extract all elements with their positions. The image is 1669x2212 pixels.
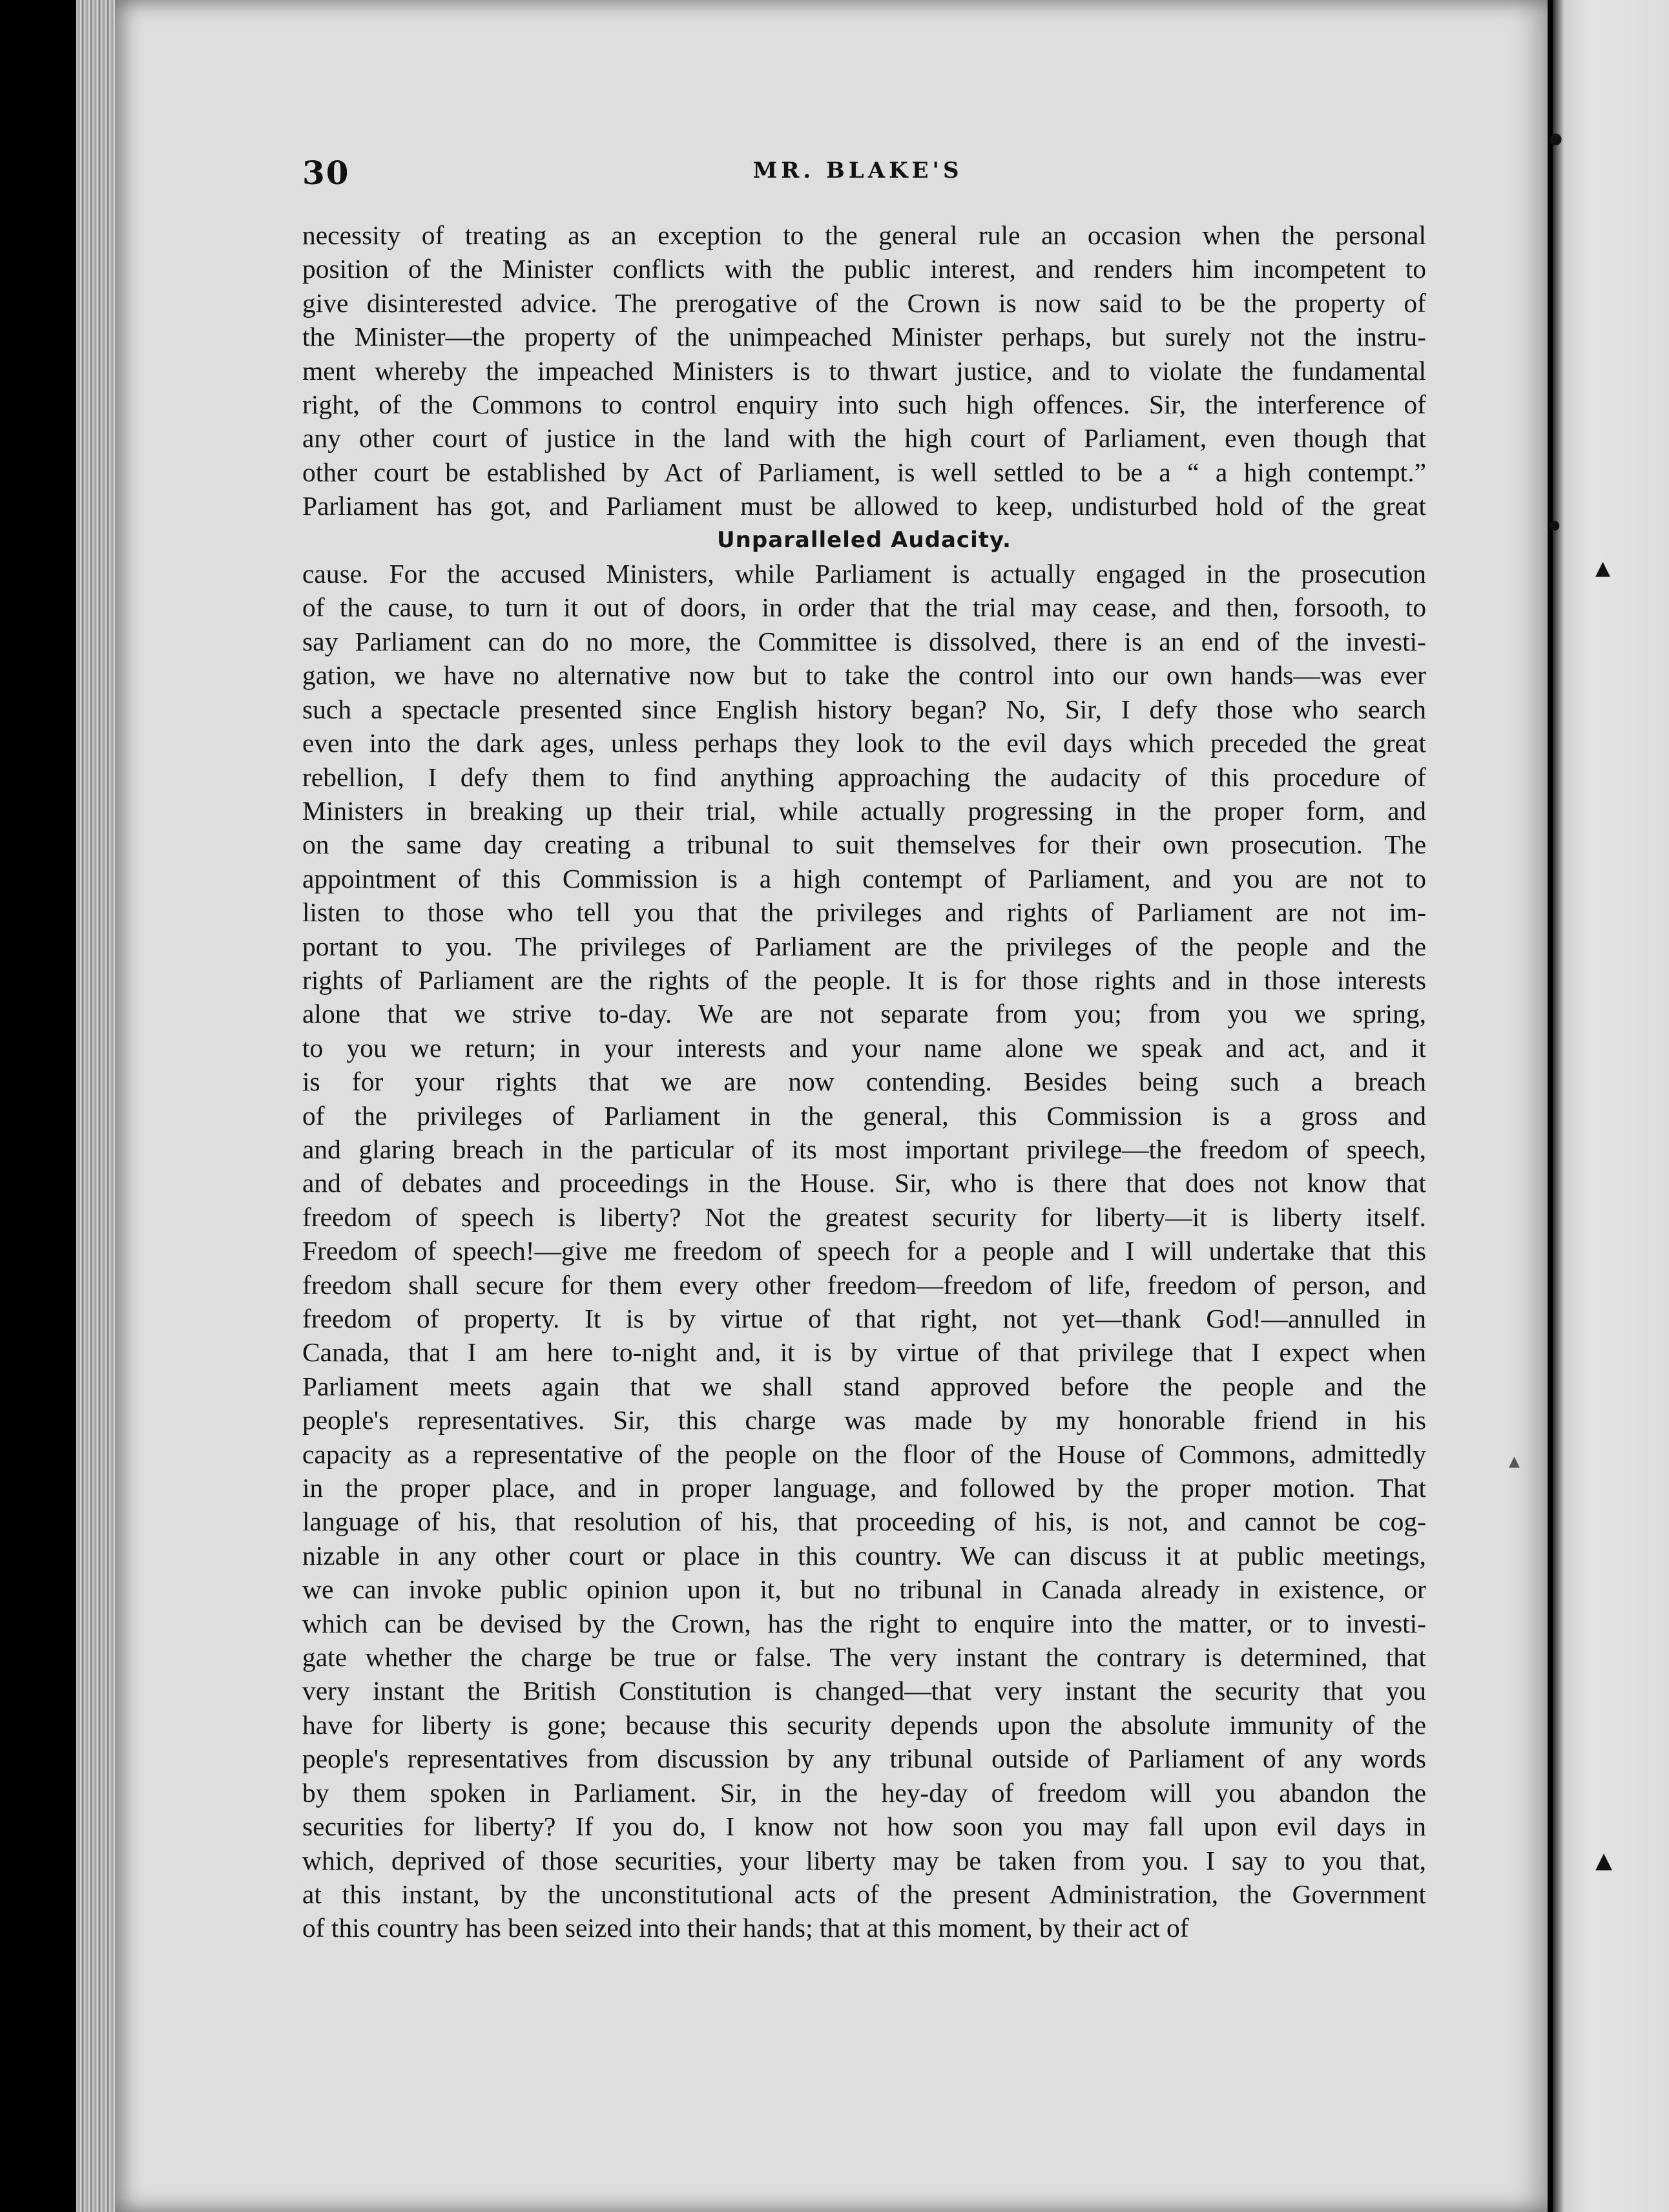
text-line: appointment of this Commission is a high contempt of Parliament, and you are not to bbox=[302, 863, 1426, 893]
text-line: freedom of speech is liberty? Not the greatest security for liberty—it is liberty itself. bbox=[302, 1202, 1426, 1232]
text-line: Ministers in breaking up their trial, while actually progressing in the proper form, and bbox=[302, 795, 1426, 826]
text-line: ment whereby the impeached Ministers is to thwart justice, and to violate the fundamental bbox=[302, 355, 1426, 386]
text-line: say Parliament can do no more, the Committee is dissolved, there is an end of the investi- bbox=[302, 626, 1426, 656]
page-header bbox=[302, 154, 1413, 199]
text-line: cause. For the accused Ministers, while Parliament is actually engaged in the prosecution bbox=[302, 559, 1426, 589]
scan-mark: ▲ bbox=[1509, 1454, 1520, 1470]
text-line: people's representatives. Sir, this charge was made by my honorable friend in his bbox=[302, 1405, 1426, 1435]
text-line: have for liberty is gone; because this security depends upon the absolute immunity of the bbox=[302, 1709, 1426, 1740]
text-line: necessity of treating as an exception to the general rule an occasion when the personal bbox=[302, 220, 1426, 250]
text-line: of the privileges of Parliament in the general, this Commission is a gross and bbox=[302, 1100, 1426, 1131]
facing-page-edge bbox=[1553, 0, 1669, 2212]
text-line: at this instant, by the unconstitutional acts of the present Administration, the Government bbox=[302, 1879, 1426, 1909]
text-line: to you we return; in your interests and your name alone we speak and act, and it bbox=[302, 1032, 1426, 1063]
text-line: listen to those who tell you that the privileges and rights of Parliament are not im- bbox=[302, 897, 1426, 928]
text-line: rights of Parliament are the rights of the people. It is for those rights and in those interests bbox=[302, 965, 1426, 995]
text-line: position of the Minister conflicts with the public interest, and renders him incompetent to bbox=[302, 254, 1426, 284]
text-line: Canada, that I am here to-night and, it is by virtue of that privilege that I expect when bbox=[302, 1337, 1426, 1368]
text-line: in the proper place, and in proper language, and followed by the proper motion. That bbox=[302, 1473, 1426, 1503]
text-line: portant to you. The privileges of Parliament are the privileges of the people and the bbox=[302, 931, 1426, 961]
text-line: securities for liberty? If you do, I know not how soon you may fall upon evil days in bbox=[302, 1811, 1426, 1842]
body-text bbox=[302, 218, 1426, 1945]
text-line: of this country has been seized into their hands; that at this moment, by their act of bbox=[302, 1913, 1189, 1943]
text-line: and of debates and proceedings in the House. Sir, who is there that does not know that bbox=[302, 1168, 1426, 1198]
text-line: which can be devised by the Crown, has the right to enquire into the matter, or to investi- bbox=[302, 1608, 1426, 1638]
scan-mark: ▲ bbox=[1595, 557, 1611, 579]
scan-mark: ● bbox=[1549, 129, 1562, 147]
page-number: 30 bbox=[302, 154, 350, 192]
text-line: on the same day creating a tribunal to suit themselves for their own prosecution. The bbox=[302, 830, 1426, 860]
running-head: MR. BLAKE'S bbox=[752, 158, 963, 183]
text-line: nizable in any other court or place in this country. We can discuss it at public meetings, bbox=[302, 1540, 1426, 1570]
text-line: of the cause, to turn it out of doors, in order that the trial may cease, and then, forsooth, to bbox=[302, 592, 1426, 623]
text-line: other court be established by Act of Parliament, is well settled to be a “ a high contempt.” bbox=[302, 457, 1426, 487]
text-line: Parliament has got, and Parliament must be allowed to keep, undisturbed hold of the great bbox=[302, 491, 1426, 521]
text-line: alone that we strive to-day. We are not separate from you; from you we spring, bbox=[302, 999, 1426, 1029]
text-line: by them spoken in Parliament. Sir, in the hey-day of freedom will you abandon the bbox=[302, 1777, 1426, 1808]
text-line: is for your rights that we are now contending. Besides being such a breach bbox=[302, 1067, 1426, 1097]
text-line: any other court of justice in the land with the high court of Parliament, even though that bbox=[302, 423, 1426, 454]
text-line: such a spectacle presented since English history began? No, Sir, I defy those who search bbox=[302, 694, 1426, 724]
text-line: very instant the British Constitution is changed—that very instant the security that you bbox=[302, 1676, 1426, 1706]
text-line: gation, we have no alternative now but to take the control into our own hands—was ever bbox=[302, 660, 1426, 691]
scan-mark: ▲ bbox=[1595, 1848, 1613, 1873]
text-line: and glaring breach in the particular of its most important privilege—the freedom of speech, bbox=[302, 1134, 1426, 1164]
text-line: freedom of property. It is by virtue of that right, not yet—thank God!—annulled in bbox=[302, 1304, 1426, 1333]
text-line: Freedom of speech!—give me freedom of speech for a people and I will undertake that this bbox=[302, 1236, 1426, 1266]
text-line: language of his, that resolution of his, that proceeding of his, is not, and cannot be cog- bbox=[302, 1507, 1426, 1537]
text-line: rebellion, I defy them to find anything approaching the audacity of this procedure of bbox=[302, 762, 1426, 792]
text-line: which, deprived of those securities, your liberty may be taken from you. I say to you that, bbox=[302, 1845, 1426, 1875]
text-line: give disinterested advice. The prerogative of the Crown is now said to be the property of bbox=[302, 287, 1426, 318]
text-line: Parliament meets again that we shall stand approved before the people and the bbox=[302, 1371, 1426, 1401]
scan-mark: ● bbox=[1549, 517, 1560, 532]
text-line: the Minister—the property of the unimpeached Minister perhaps, but surely not the instru- bbox=[302, 322, 1426, 352]
text-line: even into the dark ages, unless perhaps they look to the evil days which preceded the great bbox=[302, 728, 1426, 758]
text-line: right, of the Commons to control enquiry into such high offences. Sir, the interference of bbox=[302, 390, 1426, 420]
section-subheading: Unparalleled Audacity. bbox=[717, 527, 1011, 553]
text-line: capacity as a representative of the people on the floor of the House of Commons, admittedly bbox=[302, 1439, 1426, 1469]
text-line: gate whether the charge be true or false. The very instant the contrary is determined, that bbox=[302, 1642, 1426, 1673]
text-line: we can invoke public opinion upon it, but no tribunal in Canada already in existence, or bbox=[302, 1574, 1426, 1605]
text-line: freedom shall secure for them every other freedom—freedom of life, freedom of person, and bbox=[302, 1269, 1426, 1300]
text-line: people's representatives from discussion by any tribunal outside of Parliament of any words bbox=[302, 1744, 1426, 1774]
